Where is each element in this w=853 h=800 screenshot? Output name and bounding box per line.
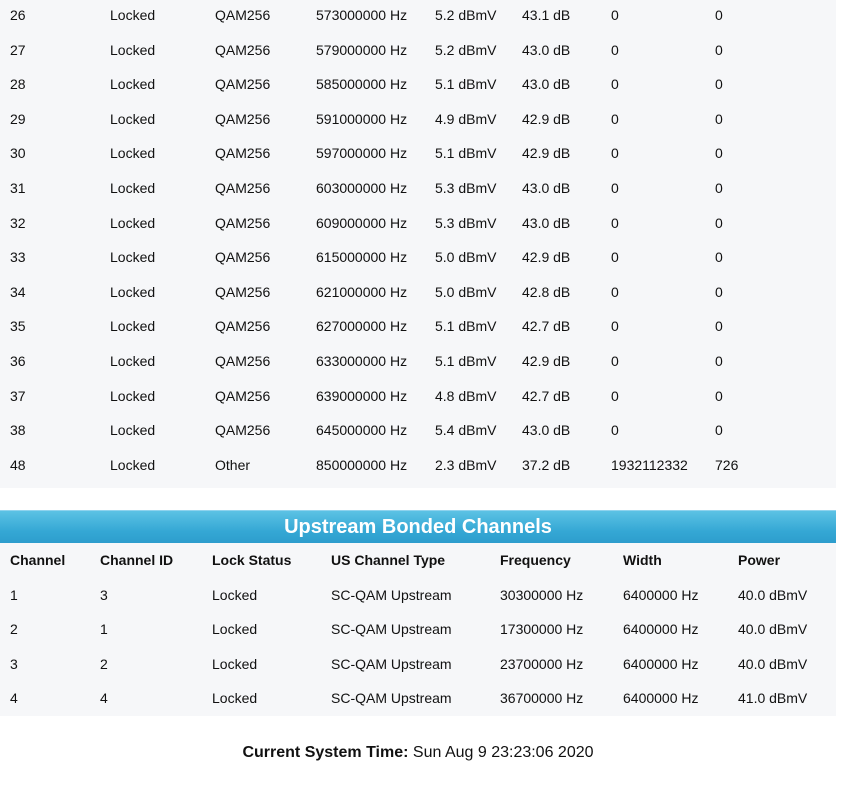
downstream-cell-snr: 37.2 dB	[522, 456, 571, 473]
system-time-label: Current System Time:	[242, 744, 409, 761]
downstream-cell-corrected: 0	[611, 145, 619, 162]
downstream-cell-frequency: 639000000 Hz	[316, 387, 408, 404]
downstream-cell-channel: 35	[10, 318, 26, 335]
downstream-cell-modulation: Other	[215, 456, 251, 473]
downstream-cell-snr: 42.9 dB	[522, 145, 571, 162]
downstream-cell-lock-status: Locked	[110, 318, 156, 335]
downstream-cell-power: 5.2 dBmV	[435, 7, 497, 23]
downstream-cell-corrected: 0	[611, 422, 619, 439]
upstream-cell-width: 6400000 Hz	[623, 690, 699, 707]
upstream-cell-channel: 1	[10, 586, 18, 603]
downstream-row	[0, 208, 836, 243]
downstream-row	[0, 346, 836, 381]
downstream-row	[0, 415, 836, 450]
downstream-cell-power: 5.0 dBmV	[435, 283, 497, 300]
downstream-cell-uncorrectables: 0	[715, 41, 723, 58]
downstream-cell-uncorrectables: 0	[715, 249, 723, 266]
downstream-cell-uncorrectables: 0	[715, 283, 723, 300]
downstream-cell-uncorrectables: 0	[715, 7, 723, 23]
downstream-cell-frequency: 603000000 Hz	[316, 179, 408, 196]
downstream-cell-lock-status: Locked	[110, 283, 156, 300]
downstream-cell-uncorrectables: 0	[715, 422, 723, 439]
header-us-channel-type: US Channel Type	[331, 552, 446, 568]
downstream-row	[0, 138, 836, 173]
downstream-cell-lock-status: Locked	[110, 352, 156, 369]
downstream-cell-snr: 43.1 dB	[522, 7, 571, 23]
downstream-cell-lock-status: Locked	[110, 249, 156, 266]
upstream-cell-channel-id: 4	[100, 690, 108, 707]
downstream-cell-channel: 27	[10, 41, 26, 58]
downstream-cell-channel: 30	[10, 145, 26, 162]
upstream-cell-lock-status: Locked	[212, 690, 258, 707]
downstream-cell-power: 4.8 dBmV	[435, 387, 497, 404]
downstream-row	[0, 450, 836, 485]
upstream-cell-channel-id: 1	[100, 621, 108, 638]
downstream-cell-channel: 26	[10, 7, 26, 23]
downstream-cell-power: 5.0 dBmV	[435, 249, 497, 266]
downstream-cell-frequency: 633000000 Hz	[316, 352, 408, 369]
upstream-cell-lock-status: Locked	[212, 655, 258, 672]
upstream-cell-width: 6400000 Hz	[623, 586, 699, 603]
header-lock-status: Lock Status	[212, 552, 292, 568]
downstream-cell-modulation: QAM256	[215, 76, 271, 93]
upstream-cell-power: 40.0 dBmV	[738, 655, 808, 672]
downstream-cell-power: 5.1 dBmV	[435, 318, 497, 335]
upstream-cell-us-channel-type: SC-QAM Upstream	[331, 586, 452, 603]
upstream-row	[0, 612, 836, 647]
downstream-cell-frequency: 615000000 Hz	[316, 249, 408, 266]
downstream-cell-frequency: 579000000 Hz	[316, 41, 408, 58]
downstream-row	[0, 173, 836, 208]
downstream-cell-frequency: 621000000 Hz	[316, 283, 408, 300]
downstream-cell-frequency: 645000000 Hz	[316, 422, 408, 439]
downstream-cell-channel: 32	[10, 214, 26, 231]
downstream-cell-channel: 33	[10, 249, 26, 266]
upstream-cell-width: 6400000 Hz	[623, 621, 699, 638]
upstream-cell-channel-id: 3	[100, 586, 108, 603]
downstream-cell-power: 5.1 dBmV	[435, 352, 497, 369]
upstream-cell-lock-status: Locked	[212, 586, 258, 603]
upstream-cell-frequency: 17300000 Hz	[500, 621, 584, 638]
system-time-value: Sun Aug 9 23:23:06 2020	[412, 744, 594, 761]
downstream-cell-power: 4.9 dBmV	[435, 110, 497, 127]
downstream-cell-corrected: 0	[611, 283, 619, 300]
downstream-cell-snr: 42.7 dB	[522, 318, 571, 335]
downstream-cell-power: 5.2 dBmV	[435, 41, 497, 58]
downstream-cell-lock-status: Locked	[110, 422, 156, 439]
upstream-cell-frequency: 36700000 Hz	[500, 690, 584, 707]
upstream-cell-frequency: 30300000 Hz	[500, 586, 584, 603]
upstream-cell-channel: 3	[10, 655, 18, 672]
upstream-row	[0, 578, 836, 613]
downstream-cell-lock-status: Locked	[110, 41, 156, 58]
upstream-cell-lock-status: Locked	[212, 621, 258, 638]
downstream-cell-corrected: 0	[611, 214, 619, 231]
downstream-cell-frequency: 850000000 Hz	[316, 456, 408, 473]
downstream-cell-channel: 28	[10, 76, 26, 93]
downstream-row	[0, 0, 836, 35]
header-channel: Channel	[10, 552, 66, 568]
upstream-cell-power: 40.0 dBmV	[738, 586, 808, 603]
downstream-cell-modulation: QAM256	[215, 7, 271, 23]
downstream-cell-power: 5.3 dBmV	[435, 214, 497, 231]
downstream-cell-snr: 42.9 dB	[522, 249, 571, 266]
downstream-cell-corrected: 0	[611, 41, 619, 58]
downstream-row	[0, 69, 836, 104]
downstream-row	[0, 242, 836, 277]
downstream-cell-modulation: QAM256	[215, 352, 271, 369]
downstream-cell-lock-status: Locked	[110, 179, 156, 196]
downstream-cell-uncorrectables: 0	[715, 214, 723, 231]
downstream-cell-snr: 42.8 dB	[522, 283, 571, 300]
downstream-cell-lock-status: Locked	[110, 145, 156, 162]
downstream-row	[0, 277, 836, 312]
upstream-table	[0, 543, 836, 716]
downstream-cell-power: 5.1 dBmV	[435, 76, 497, 93]
downstream-cell-snr: 43.0 dB	[522, 76, 571, 93]
downstream-cell-lock-status: Locked	[110, 7, 156, 23]
downstream-row	[0, 35, 836, 70]
downstream-cell-modulation: QAM256	[215, 41, 271, 58]
downstream-cell-corrected: 0	[611, 7, 619, 23]
upstream-cell-frequency: 23700000 Hz	[500, 655, 584, 672]
downstream-cell-frequency: 609000000 Hz	[316, 214, 408, 231]
downstream-cell-lock-status: Locked	[110, 387, 156, 404]
downstream-cell-frequency: 597000000 Hz	[316, 145, 408, 162]
downstream-cell-modulation: QAM256	[215, 110, 271, 127]
downstream-cell-snr: 43.0 dB	[522, 179, 571, 196]
downstream-cell-corrected: 0	[611, 249, 619, 266]
downstream-row	[0, 381, 836, 416]
downstream-cell-snr: 43.0 dB	[522, 214, 571, 231]
downstream-cell-power: 5.1 dBmV	[435, 145, 497, 162]
downstream-cell-snr: 43.0 dB	[522, 41, 571, 58]
downstream-cell-modulation: QAM256	[215, 387, 271, 404]
downstream-row	[0, 104, 836, 139]
downstream-cell-modulation: QAM256	[215, 249, 271, 266]
upstream-cell-us-channel-type: SC-QAM Upstream	[331, 690, 452, 707]
downstream-cell-uncorrectables: 726	[715, 456, 739, 473]
downstream-cell-frequency: 573000000 Hz	[316, 7, 408, 23]
downstream-cell-corrected: 1932112332	[611, 456, 688, 473]
downstream-cell-uncorrectables: 0	[715, 145, 723, 162]
downstream-cell-corrected: 0	[611, 110, 619, 127]
downstream-cell-power: 2.3 dBmV	[435, 456, 497, 473]
downstream-cell-uncorrectables: 0	[715, 179, 723, 196]
downstream-cell-channel: 31	[10, 179, 26, 196]
downstream-cell-channel: 38	[10, 422, 26, 439]
downstream-cell-uncorrectables: 0	[715, 110, 723, 127]
downstream-cell-power: 5.3 dBmV	[435, 179, 497, 196]
header-channel-id: Channel ID	[100, 552, 174, 568]
header-frequency: Frequency	[500, 552, 571, 568]
downstream-cell-channel: 37	[10, 387, 26, 404]
downstream-cell-channel: 29	[10, 110, 26, 127]
upstream-cell-channel: 4	[10, 690, 18, 707]
downstream-cell-frequency: 591000000 Hz	[316, 110, 408, 127]
downstream-cell-uncorrectables: 0	[715, 76, 723, 93]
downstream-cell-modulation: QAM256	[215, 145, 271, 162]
upstream-cell-us-channel-type: SC-QAM Upstream	[331, 655, 452, 672]
upstream-cell-width: 6400000 Hz	[623, 655, 699, 672]
upstream-row	[0, 681, 836, 716]
header-width: Width	[623, 552, 662, 568]
downstream-cell-frequency: 627000000 Hz	[316, 318, 408, 335]
downstream-cell-lock-status: Locked	[110, 76, 156, 93]
downstream-cell-corrected: 0	[611, 179, 619, 196]
downstream-cell-uncorrectables: 0	[715, 352, 723, 369]
downstream-cell-lock-status: Locked	[110, 214, 156, 231]
downstream-cell-snr: 42.7 dB	[522, 387, 571, 404]
upstream-cell-channel: 2	[10, 621, 18, 638]
downstream-cell-channel: 34	[10, 283, 26, 300]
upstream-cell-channel-id: 2	[100, 655, 108, 672]
header-power: Power	[738, 552, 781, 568]
downstream-cell-uncorrectables: 0	[715, 318, 723, 335]
downstream-cell-snr: 43.0 dB	[522, 422, 571, 439]
downstream-cell-modulation: QAM256	[215, 214, 271, 231]
upstream-section-title: Upstream Bonded Channels	[0, 510, 836, 544]
downstream-cell-snr: 42.9 dB	[522, 352, 571, 369]
downstream-cell-modulation: QAM256	[215, 283, 271, 300]
current-system-time	[0, 744, 836, 762]
upstream-cell-us-channel-type: SC-QAM Upstream	[331, 621, 452, 638]
downstream-cell-corrected: 0	[611, 352, 619, 369]
downstream-cell-corrected: 0	[611, 387, 619, 404]
downstream-cell-channel: 48	[10, 456, 26, 473]
upstream-header-row	[0, 543, 836, 578]
upstream-cell-power: 40.0 dBmV	[738, 621, 808, 638]
downstream-cell-uncorrectables: 0	[715, 387, 723, 404]
downstream-cell-modulation: QAM256	[215, 422, 271, 439]
upstream-row	[0, 647, 836, 682]
downstream-cell-power: 5.4 dBmV	[435, 422, 497, 439]
downstream-cell-modulation: QAM256	[215, 179, 271, 196]
downstream-cell-modulation: QAM256	[215, 318, 271, 335]
downstream-row	[0, 311, 836, 346]
downstream-cell-frequency: 585000000 Hz	[316, 76, 408, 93]
downstream-cell-corrected: 0	[611, 318, 619, 335]
downstream-cell-lock-status: Locked	[110, 110, 156, 127]
downstream-cell-channel: 36	[10, 352, 26, 369]
downstream-cell-snr: 42.9 dB	[522, 110, 571, 127]
downstream-cell-corrected: 0	[611, 76, 619, 93]
upstream-cell-power: 41.0 dBmV	[738, 690, 808, 707]
downstream-cell-lock-status: Locked	[110, 456, 156, 473]
